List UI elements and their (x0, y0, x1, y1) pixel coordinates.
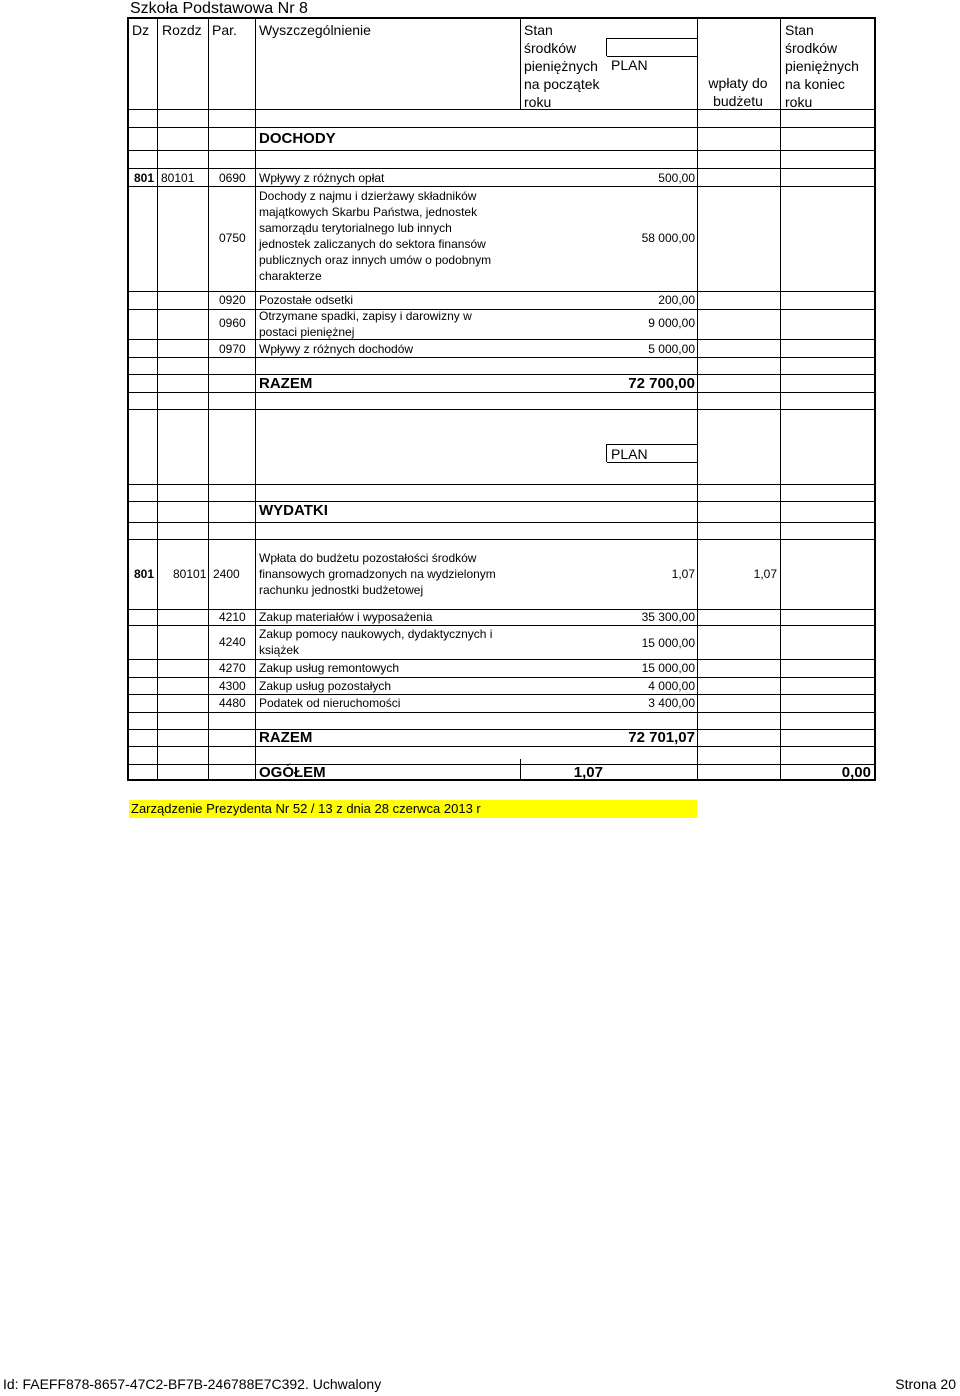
wydatki-row-par: 4240 (219, 635, 246, 649)
dochody-row-plan: 5 000,00 (648, 342, 695, 356)
ogolem-label: OGÓŁEM (259, 764, 326, 781)
wydatki-dz: 801 (134, 567, 155, 581)
wydatki-row-plan: 15 000,00 (641, 661, 695, 675)
dochody-row-desc: Dochody z najmu i dzierżawy składników majątkowych Skarbu Państwa, jednostek samorządu terytorialnego lub innych jednostek zaliczanych do sektora finansów publicznych oraz innych umów o podobnym charakterze (259, 189, 492, 283)
wydatki-row-wplaty: 1,07 (753, 567, 777, 581)
wydatki-row-plan: 3 400,00 (648, 696, 695, 710)
wydatki-row-plan: 35 300,00 (641, 610, 695, 624)
wydatki-heading: WYDATKI (259, 502, 328, 519)
wydatki-row-par: 4210 (219, 610, 246, 624)
dochody-row-plan: 500,00 (658, 171, 695, 185)
wydatki-row-desc: Podatek od nieruchomości (259, 696, 401, 710)
dochody-razem-value: 72 700,00 (628, 375, 695, 392)
header-description: Wyszczególnienie (259, 22, 371, 38)
wydatki-row-par: 2400 (213, 567, 240, 581)
wydatki-row-desc: Wpłata do budżetu pozostałości środków finansowych gromadzonych na wydzielonym rachunku jednostki budżetowej (259, 551, 496, 597)
wydatki-row-par: 4270 (219, 661, 246, 675)
budget-table (127, 17, 876, 781)
dochody-row-par: 0920 (219, 293, 246, 307)
ogolem-start-value: 1,07 (573, 764, 603, 781)
wydatki-row-par: 4300 (219, 679, 246, 693)
dochody-row-par: 0960 (219, 316, 246, 330)
dochody-rozdz: 80101 (161, 171, 195, 185)
dochody-dz: 801 (134, 171, 155, 185)
wydatki-row-plan: 4 000,00 (648, 679, 695, 693)
wydatki-row-desc: Zakup materiałów i wyposażenia (259, 610, 433, 624)
wydatki-plan-label: PLAN (611, 446, 648, 462)
wydatki-row-desc: Zakup usług pozostałych (259, 679, 392, 693)
dochody-row-desc: Otrzymane spadki, zapisy i darowizny w postaci pieniężnej (259, 309, 472, 339)
wydatki-row-plan: 15 000,00 (641, 636, 695, 650)
wydatki-razem-label: RAZEM (259, 729, 313, 746)
wydatki-row-par: 4480 (219, 696, 246, 710)
dochody-heading: DOCHODY (259, 130, 336, 147)
header-rozdz: Rozdz (162, 22, 202, 38)
header-wplaty: wpłaty do budżetu (708, 75, 768, 109)
dochody-row-par: 0970 (219, 342, 246, 356)
dochody-row-plan: 200,00 (658, 293, 695, 307)
wydatki-rozdz: 80101 (173, 567, 207, 581)
wydatki-razem-value: 72 701,07 (628, 729, 695, 746)
dochody-row-par: 0690 (219, 171, 246, 185)
dochody-row-desc: Wpływy z różnych dochodów (259, 342, 414, 356)
dochody-row-plan: 58 000,00 (641, 231, 695, 245)
wydatki-row-desc: Zakup pomocy naukowych, dydaktycznych i książek (259, 627, 493, 657)
dochody-row-desc: Wpływy z różnych opłat (259, 171, 385, 185)
wydatki-row-desc: Zakup usług remontowych (259, 661, 400, 675)
header-start-balance: Stan środków pieniężnych na początek roku (524, 22, 600, 110)
ogolem-end-value: 0,00 (841, 764, 871, 781)
dochody-razem-label: RAZEM (259, 375, 313, 392)
header-par: Par. (212, 22, 237, 38)
page-title: Szkoła Podstawowa Nr 8 (130, 0, 308, 17)
dochody-row-par: 0750 (219, 231, 246, 245)
dochody-row-plan: 9 000,00 (648, 316, 695, 330)
footer-page-number: Strona 20 (895, 1376, 956, 1392)
wydatki-row-plan: 1,07 (671, 567, 695, 581)
header-dz: Dz (132, 22, 150, 38)
header-end-balance: Stan środków pieniężnych na koniec roku (785, 22, 859, 110)
dochody-row-desc: Pozostałe odsetki (259, 293, 354, 307)
footer-document-id: Id: FAEFF878-8657-47C2-BF7B-246788E7C392. Uchwalony (3, 1376, 382, 1392)
header-plan: PLAN (611, 57, 648, 73)
ordinance-note: Zarządzenie Prezydenta Nr 52 / 13 z dnia 28 czerwca 2013 r (129, 800, 697, 818)
